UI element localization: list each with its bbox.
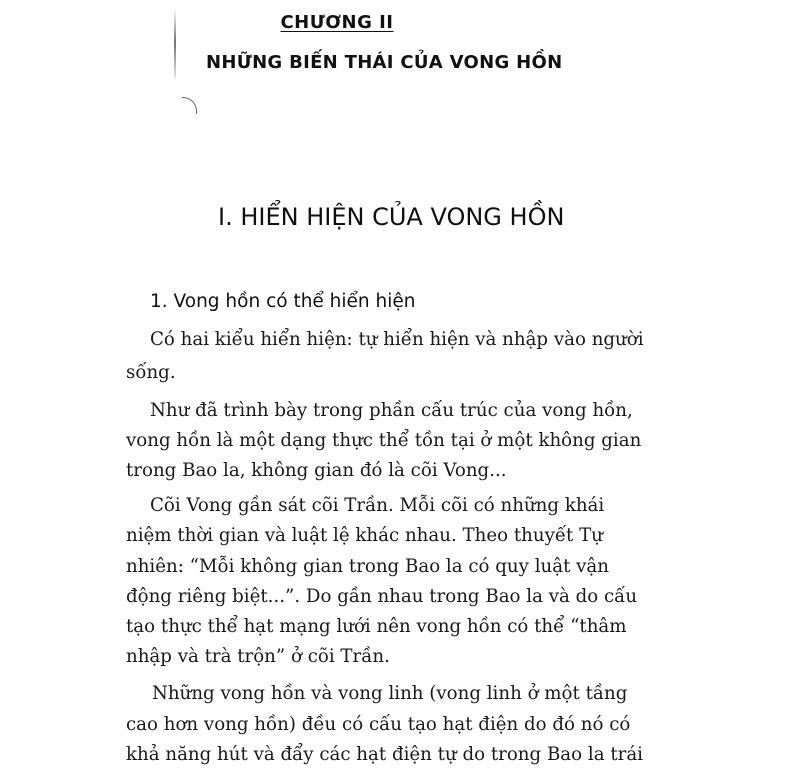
paragraph-4-line-1: Những vong hồn và vong linh (vong linh ở một tầng (152, 683, 628, 704)
paragraph-4-line-2: cao hơn vong hồn) đều có cấu tạo hạt điện do đó nó có (126, 714, 631, 735)
paragraph-1-line-2: sống. (126, 362, 176, 383)
chapter-number: CHƯƠNG II (280, 12, 394, 33)
paragraph-3-line-3: nhiên: “Mỗi không gian trong Bao la có quy luật vận (126, 556, 609, 577)
section-title: I. HIỂN HIỆN CỦA VONG HỒN (218, 203, 565, 231)
paragraph-3-line-2: niệm thời gian và luật lệ khác nhau. Theo thuyết Tự (126, 525, 603, 546)
paragraph-4-line-3: khả năng hút và đẩy các hạt điện tự do trong Bao la trái (126, 744, 643, 765)
paragraph-3-line-1: Cõi Vong gần sát cõi Trần. Mỗi cõi có những khái (150, 495, 605, 516)
page-crease-curl (182, 97, 197, 114)
paragraph-3-line-6: nhập và trà trộn” ở cõi Trần. (126, 646, 390, 667)
paragraph-2-line-1: Như đã trình bày trong phần cấu trúc của vong hồn, (150, 400, 633, 421)
subsection-title: 1. Vong hồn có thể hiển hiện (150, 291, 416, 312)
page-crease (174, 8, 176, 78)
paragraph-3-line-4: động riêng biệt...”. Do gần nhau trong Bao la và do cấu (126, 586, 638, 607)
paragraph-1-line-1: Có hai kiểu hiển hiện: tự hiển hiện và nhập vào người (150, 329, 644, 350)
paragraph-2-line-3: trong Bao la, không gian đó là cõi Vong... (126, 460, 507, 481)
chapter-title: NHỮNG BIẾN THÁI CỦA VONG HỒN (206, 52, 563, 73)
paragraph-3-line-5: tạo thực thể hạt mạng lưới nên vong hồn có thể “thâm (126, 616, 627, 637)
paragraph-2-line-2: vong hồn là một dạng thực thể tồn tại ở một không gian (126, 430, 642, 451)
